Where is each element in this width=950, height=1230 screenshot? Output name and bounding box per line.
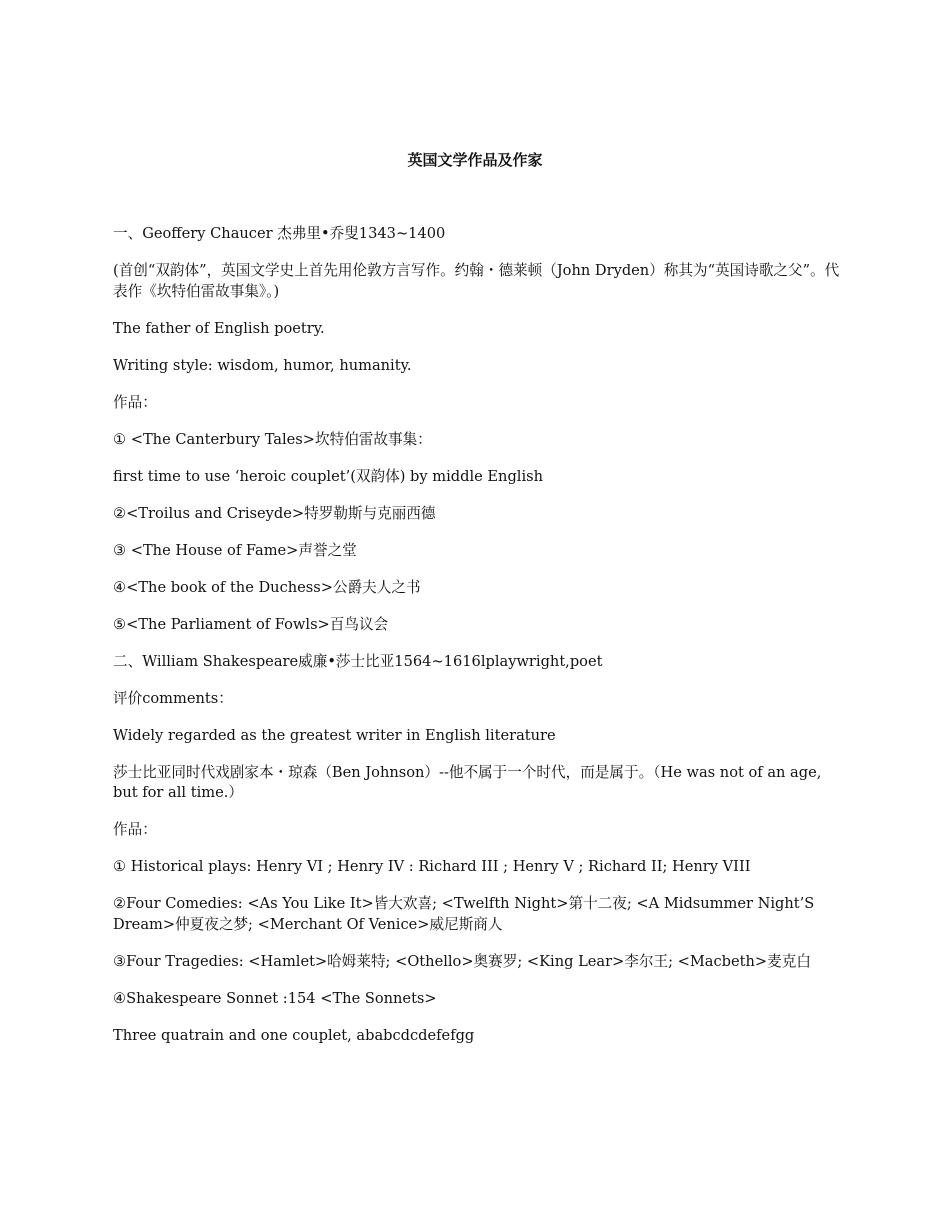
paragraph: Three quatrain and one couplet, ababcdcdefefgg <box>113 1026 475 1044</box>
paragraph: (首创“双韵体”，英国文学史上首先用伦敦方言写作。约翰・德莱顿（John Dryden）称其为“英国诗歌之父”。代表作《坎特伯雷故事集》。) <box>113 262 840 300</box>
paragraph: first time to use ‘heroic couplet’(双韵体) by middle English <box>113 467 544 485</box>
work-item: ③Four Tragedies: <Hamlet>哈姆莱特; <Othello>奥赛罗; <King Lear>李尔王; <Macbeth>麦克白 <box>113 952 811 970</box>
work-item: ④<The book of the Duchess>公爵夫人之书 <box>113 578 421 596</box>
work-item: ⑤<The Parliament of Fowls>百鸟议会 <box>113 615 389 633</box>
paragraph: The father of English poetry. <box>113 319 325 337</box>
work-item: ① <The Canterbury Tales>坎特伯雷故事集： <box>113 430 432 448</box>
work-item: ②Four Comedies: <As You Like It>皆大欢喜; <Twelfth Night>第十二夜; <A Midsummer Night’S Dream>仲夏夜之梦; <Merchant Of Venice>威尼斯商人 <box>113 895 819 933</box>
work-item: ②<Troilus and Criseyde>特罗勒斯与克丽西德 <box>113 504 436 522</box>
comments-label: 评价comments： <box>113 689 233 707</box>
works-label: 作品： <box>113 821 157 838</box>
section-heading-chaucer: 一、Geoffery Chaucer 杰弗里•乔叟1343~1400 <box>113 225 446 242</box>
paragraph: Widely regarded as the greatest writer in English literature <box>113 726 556 744</box>
work-item: ④Shakespeare Sonnet :154 <The Sonnets> <box>113 989 437 1007</box>
work-item: ① Historical plays: Henry VI ; Henry IV : Richard III ; Henry V ; Richard II; Henry VIII <box>113 858 751 875</box>
paragraph: 莎士比亚同时代戏剧家本・琼森（Ben Johnson）--他不属于一个时代，而是属于。（He was not of an age, but for all time.） <box>113 763 827 801</box>
paragraph: Writing style: wisdom, humor, humanity. <box>113 356 412 374</box>
section-heading-shakespeare: 二、William Shakespeare威廉•莎士比亚1564~1616lplaywright,poet <box>113 652 603 670</box>
works-label: 作品： <box>113 393 157 411</box>
document-body <box>113 224 843 1063</box>
work-item: ③ <The House of Fame>声誉之堂 <box>113 541 357 559</box>
document-title: 英国文学作品及作家 <box>407 151 543 169</box>
